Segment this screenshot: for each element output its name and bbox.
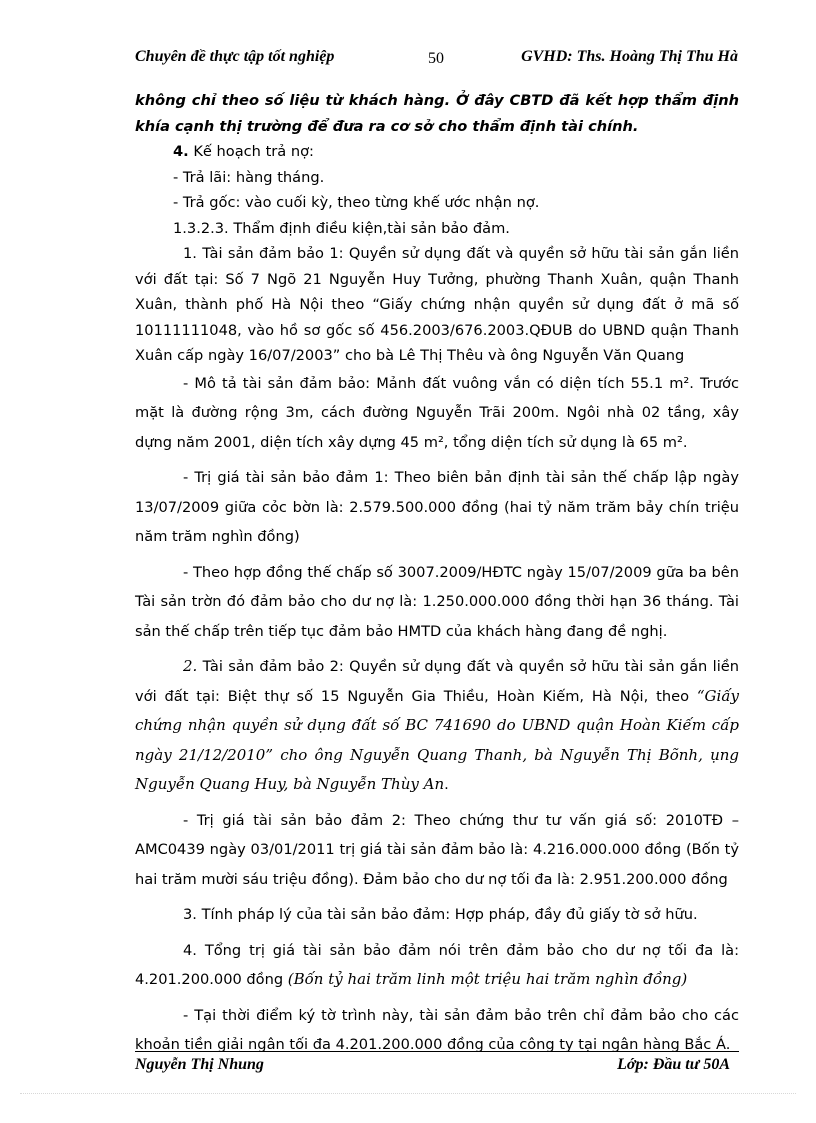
collateral-2-end: . — [444, 776, 449, 793]
footer-divider — [135, 1051, 739, 1052]
paragraph-mortgage-contract: - Theo hợp đồng thế chấp số 3007.2009/HĐTC ngày 15/07/2009 gữa ba bên Tài sản trờn đó đảm bảo cho dư nợ là: 1.250.000.000 đồng thời hạn 36 tháng. Tài sản thế chấp trên tiếp tục đảm bảo HMTD của khách hàng đang đề nghị. — [135, 563, 739, 640]
paragraph-collateral-1: 1. Tài sản đảm bảo 1: Quyền sử dụng đất và quyền sở hữu tài sản gắn liền với đất tại: Số 7 Ngõ 21 Nguyễn Huy Tưởng, phường Thanh Xuân, quận Thanh Xuân, thành phố Hà Nội theo “Giấy chứng nhận quyền sử dụng đất ở mã số 10111111048, vào hồ sơ gốc số 456.2003/676.2003.QĐUB do UBND quận Thanh Xuân cấp ngày 16/07/2003” cho bà Lê Thị Thêu và ông Nguyễn Văn Quang — [135, 245, 739, 364]
footer-author: Nguyễn Thị Nhung — [135, 1056, 264, 1073]
collateral-2-text: Tài sản đảm bảo 2: Quyền sử dụng đất và quyền sở hữu tài sản gắn liền với đất tại: Biệt thự số 15 Nguyễn Gia Thiều, Hoàn Kiếm, Hà Nội, theo — [135, 658, 739, 705]
paragraph-disbursement: - Tại thời điểm ký tờ trình này, tài sản đảm bảo trên chỉ đảm bảo cho các khoản tiền giải ngân tối đa 4.201.200.000 đồng của công ty tại ngân hàng Bắc Á. — [135, 1006, 739, 1053]
paragraph-intro: không chỉ theo số liệu từ khách hàng. Ở đây CBTD đã kết hợp thẩm định khía cạnh thị trường để đưa ra cơ sở cho thẩm định tài chính. — [135, 92, 739, 135]
section-heading: 1.3.2.3. Thẩm định điều kiện,tài sản bảo đảm. — [173, 219, 510, 237]
paragraph-collateral-2 — [135, 652, 739, 800]
footer-class: Lớp: Đầu tư 50A — [617, 1056, 730, 1073]
header-title: Chuyên đề thực tập tốt nghiệp — [135, 48, 335, 65]
paragraph-repayment-plan — [135, 139, 739, 165]
document-body — [135, 88, 739, 1060]
paragraph-total-value — [135, 936, 739, 995]
paragraph-collateral-1-value: - Trị giá tài sản bảo đảm 1: Theo biên bản định tài sản thế chấp lập ngày 13/07/2009 giữa cỏc bờn là: 2.579.500.000 đồng (hai tỷ năm trăm bảy chín triệu năm trăm nghìn đồng) — [135, 469, 739, 545]
paragraph-collateral-description: - Mô tả tài sản đảm bảo: Mảnh đất vuông vắn có diện tích 55.1 m². Trước mặt là đường rộng 3m, cách đường Nguyễn Trãi 200m. Ngôi nhà 02 tầng, xây dựng năm 2001, diện tích xây dựng 45 m², tổng diện tích sử dụng là 65 m². — [135, 374, 739, 451]
collateral-2-number: 2. — [183, 657, 198, 675]
header-advisor: GVHD: Ths. Hoàng Thị Thu Hà — [521, 48, 738, 65]
total-value-in-words: (Bốn tỷ hai trăm linh một triệu hai trăm nghìn đồng) — [287, 970, 688, 988]
list-item-interest: - Trả lãi: hàng tháng. — [173, 168, 325, 186]
repayment-plan-label: Kế hoạch trả nợ: — [188, 143, 314, 160]
list-item-principal: - Trả gốc: vào cuối kỳ, theo từng khế ước nhận nợ. — [173, 194, 540, 211]
paragraph-collateral-2-value: - Trị giá tài sản bảo đảm 2: Theo chứng thư tư vấn giá số: 2010TĐ – AMC0439 ngày 03/01/2011 trị giá tài sản đảm bảo là: 4.216.000.000 đồng (Bốn tỷ hai trăm mười sáu triệu đồng). Đảm bảo cho dư nợ tối đa là: 2.951.200.000 đồng — [135, 811, 739, 888]
page-edge-divider — [20, 1093, 796, 1094]
collateral-2-certificate: “Giấy chứng nhận quyền sử dụng đất số BC 741690 do UBND quận Hoàn Kiếm cấp ngày 21/12/2010” cho ông Nguyễn Quang Thanh, bà Nguyễn Thị Bõnh, ụng Nguyễn Quang Huy, bà Nguyễn Thùy An — [135, 686, 739, 793]
paragraph-legal-status: 3. Tính pháp lý của tài sản bảo đảm: Hợp pháp, đầy đủ giấy tờ sở hữu. — [183, 906, 698, 923]
page-number: 50 — [428, 50, 444, 67]
repayment-plan-number: 4. — [173, 143, 189, 160]
total-value-text: 4. Tổng trị giá tài sản bảo đảm nói trên đảm bảo cho dư nợ tối đa là: 4.201.200.000 đồng — [135, 941, 739, 988]
